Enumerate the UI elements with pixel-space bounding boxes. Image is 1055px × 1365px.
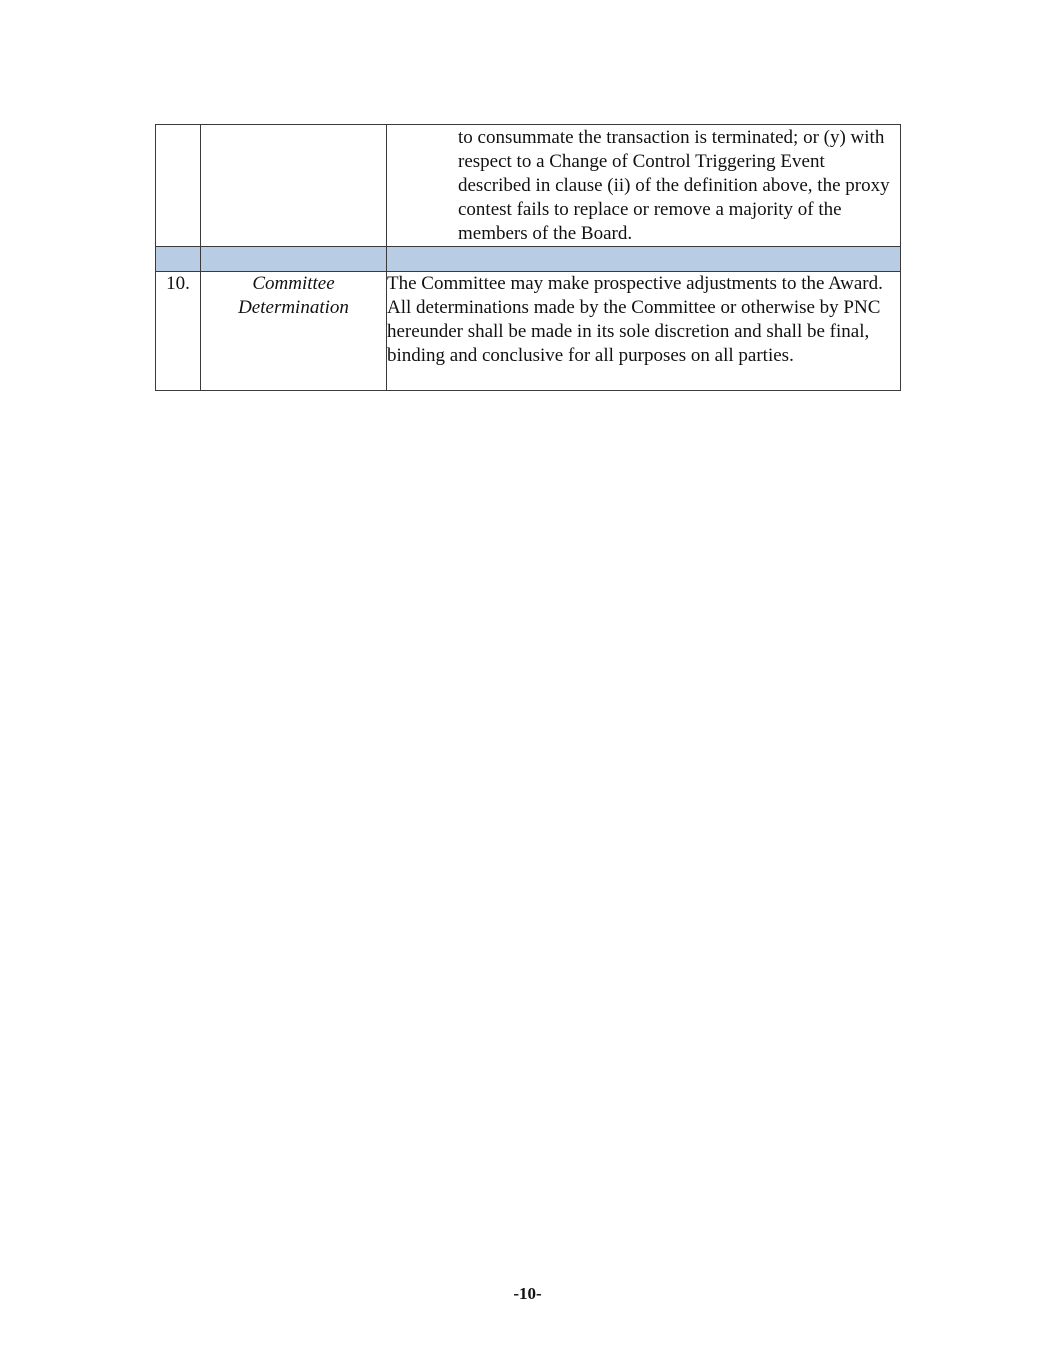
separator-cell [201,247,387,272]
continuation-number-cell [156,125,201,247]
continuation-body-cell [387,125,901,247]
continuation-row [156,125,901,247]
section-title [201,272,387,391]
continuation-text: to consummate the transaction is terminated; or (y) with respect to a Change of Control Triggering Event described in clause (ii) of the definition above, the proxy contest fails to replace or remove a majority of the members of the Board. [458,127,890,244]
section-title-line2: Determination [238,297,349,318]
page-number: -10- [513,1284,542,1303]
section-number: 10. [156,272,201,391]
separator-cell [387,247,901,272]
section-row-committee-determination [156,272,901,391]
terms-table [155,124,901,391]
separator-cell [156,247,201,272]
section-body: The Committee may make prospective adjustments to the Award. All determinations made by the Committee or otherwise by PNC hereunder shall be made in its sole discretion and shall be final, binding and conclusive for all purposes on all parties. [387,272,901,391]
section-title-line1: Committee [252,273,335,294]
continuation-title-cell [201,125,387,247]
separator-row [156,247,901,272]
